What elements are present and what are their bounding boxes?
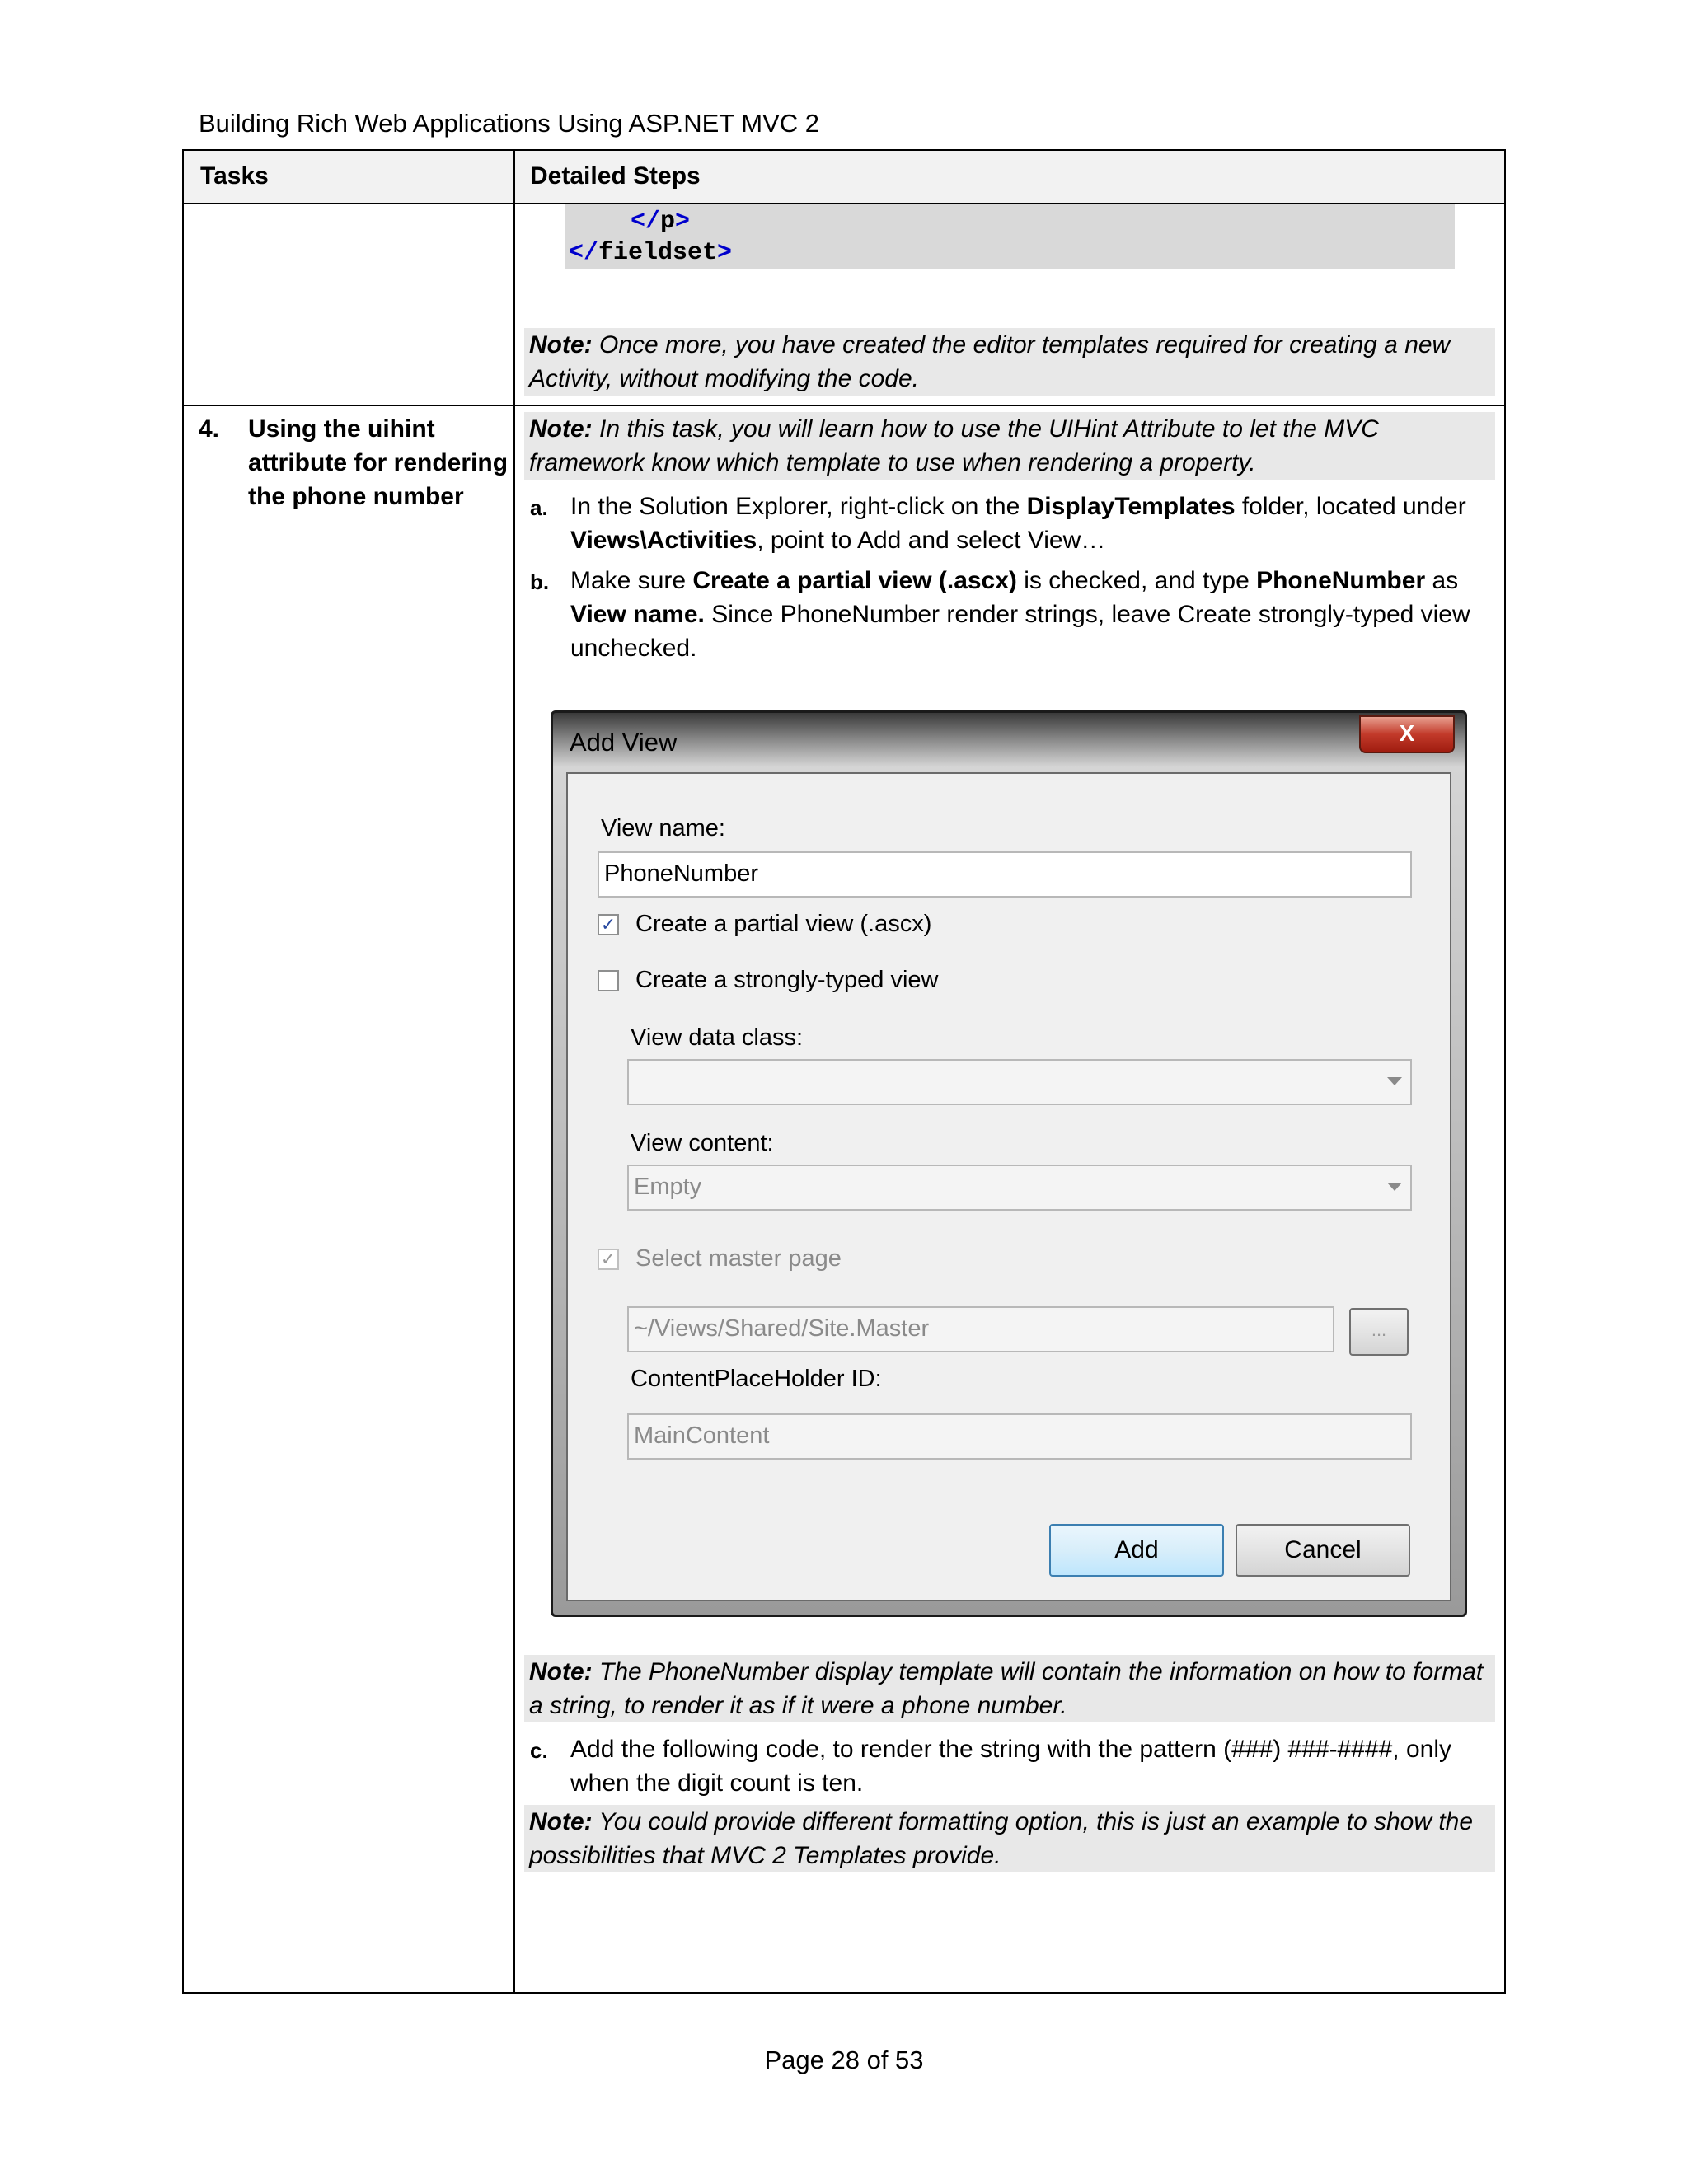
master-page-checkbox[interactable] xyxy=(598,1249,619,1270)
note-formatting-option: Note: You could provide different formatting option, this is just an example to show the possibilities that MVC 2 Templates provide. xyxy=(524,1805,1495,1872)
partial-view-checkbox[interactable] xyxy=(598,914,619,935)
code-snippet xyxy=(565,204,1455,269)
partial-view-label: Create a partial view (.ascx) xyxy=(635,911,932,937)
content-placeholder-label: ContentPlaceHolder ID: xyxy=(631,1366,882,1392)
task-title: Using the uihint attribute for rendering the phone number xyxy=(248,415,509,510)
step-label: a. xyxy=(530,495,548,520)
code-line-1: </p> xyxy=(631,208,691,236)
add-button[interactable]: Add xyxy=(1049,1524,1224,1577)
step-text: In the Solution Explorer, right-click on the DisplayTemplates folder, located under Views\Activities, point to Add and select View… xyxy=(570,493,1466,554)
note-uihint: Note: In this task, you will learn how to use the UIHint Attribute to let the MVC framework know which template to use when rendering a property. xyxy=(524,412,1495,480)
step-text: Make sure Create a partial view (.ascx) is checked, and type PhoneNumber as View name. Since PhoneNumber render strings, leave Create strongly-typed view unchecked. xyxy=(570,567,1470,662)
strongly-typed-label: Create a strongly-typed view xyxy=(635,967,939,993)
dialog-body xyxy=(566,772,1451,1601)
master-page-path-input[interactable]: ~/Views/Shared/Site.Master xyxy=(627,1306,1334,1352)
page-number: Page 28 of 53 xyxy=(764,2046,924,2074)
note-editor-templates: Note: Once more, you have created the editor templates required for creating a new Activity, without modifying the code. xyxy=(524,328,1495,396)
step-b xyxy=(530,564,1503,671)
add-view-dialog xyxy=(551,710,1467,1617)
view-data-class-select[interactable] xyxy=(627,1059,1412,1105)
view-name-label: View name: xyxy=(601,815,725,841)
code-line-2: </fieldset> xyxy=(569,239,733,267)
step-label: c. xyxy=(530,1738,548,1763)
dialog-title: Add View xyxy=(570,728,678,757)
step-c xyxy=(530,1732,1503,1807)
view-content-label: View content: xyxy=(631,1130,774,1156)
view-data-class-label: View data class: xyxy=(631,1024,804,1051)
tasks-column-header: Tasks xyxy=(200,162,269,190)
view-content-select[interactable]: Empty xyxy=(627,1165,1412,1211)
step-text: Add the following code, to render the string with the pattern (###) ###-####, only when the digit count is ten. xyxy=(570,1736,1451,1797)
master-page-label: Select master page xyxy=(635,1245,842,1272)
checkmark-icon: ✓ xyxy=(600,1249,617,1269)
table-header-row xyxy=(184,151,1504,203)
row-divider xyxy=(184,405,1504,406)
close-button[interactable] xyxy=(1359,715,1455,753)
checkmark-icon: ✓ xyxy=(600,914,617,935)
note-phonenumber-template: Note: The PhoneNumber display template will contain the information on how to format a string, to render it as if it were a phone number. xyxy=(524,1655,1495,1722)
browse-button[interactable]: ... xyxy=(1349,1308,1409,1356)
close-icon: X xyxy=(1399,720,1415,746)
document-header-title: Building Rich Web Applications Using ASP.NET MVC 2 xyxy=(199,109,819,138)
step-a xyxy=(530,490,1503,564)
content-placeholder-input[interactable]: MainContent xyxy=(627,1413,1412,1460)
steps-column-header: Detailed Steps xyxy=(530,162,701,190)
cancel-button[interactable]: Cancel xyxy=(1236,1524,1410,1577)
task-number: 4. xyxy=(199,415,220,443)
view-name-input[interactable]: PhoneNumber xyxy=(598,851,1412,898)
strongly-typed-checkbox[interactable] xyxy=(598,970,619,991)
chevron-down-icon xyxy=(1387,1183,1402,1191)
step-label: b. xyxy=(530,569,550,594)
chevron-down-icon xyxy=(1387,1077,1402,1085)
